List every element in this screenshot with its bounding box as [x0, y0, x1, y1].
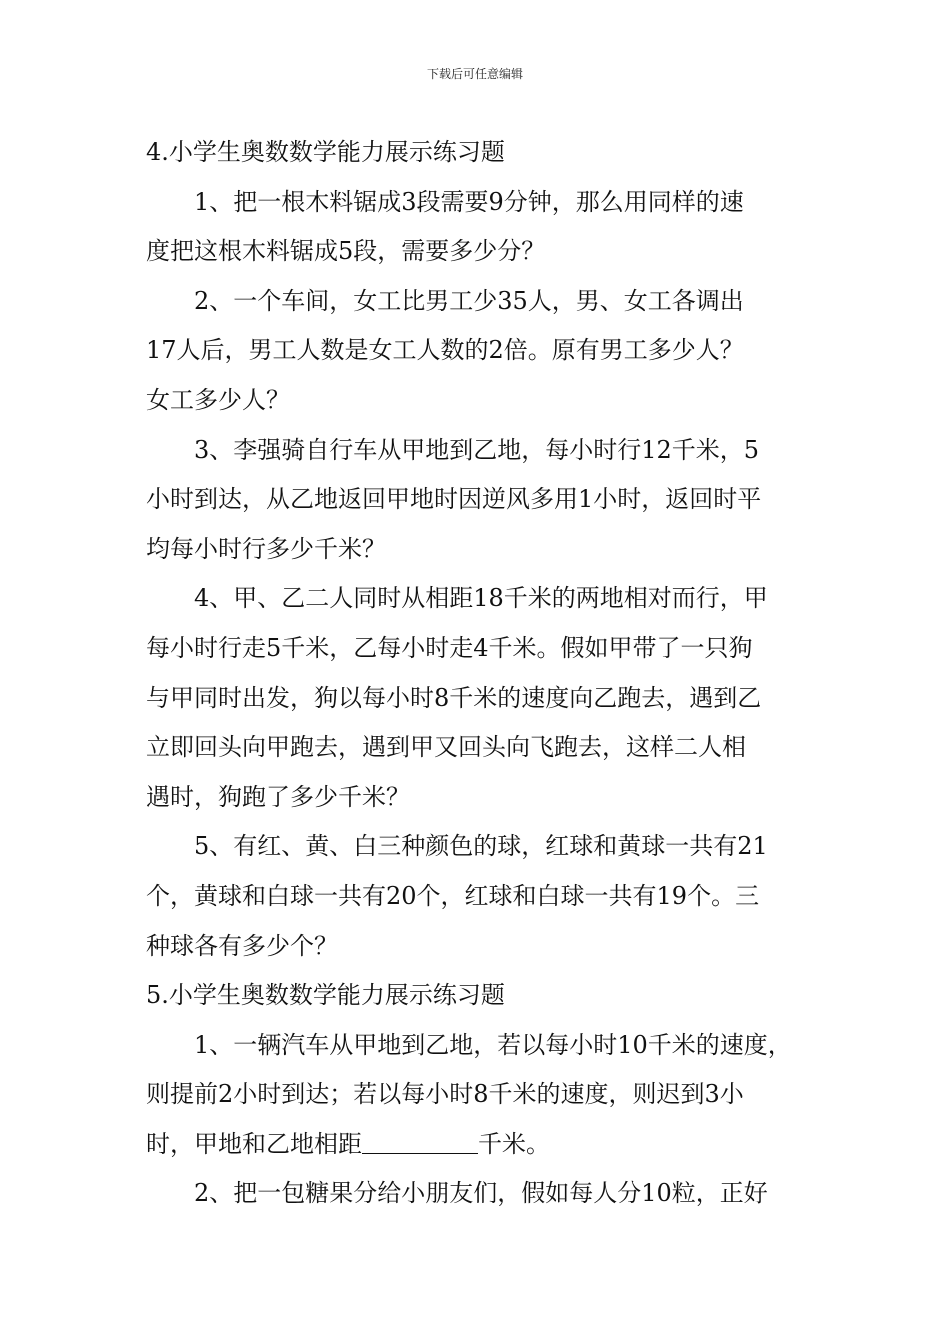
problem-4-3-line-3: 均每小时行多少千米？	[146, 534, 386, 563]
problem-4-3-line-2: 小时到达，从乙地返回甲地时因逆风多用1小时，返回时平	[146, 485, 762, 514]
blank-suffix-text: 千米。	[478, 1129, 550, 1158]
section-title-4: 4.小学生奥数数学能力展示练习题	[146, 138, 505, 166]
problem-4-5-line-2: 个，黄球和白球一共有20个，红球和白球一共有19个。三	[146, 881, 760, 910]
problem-4-4-line-4: 立即回头向甲跑去，遇到甲又回头向飞跑去，这样二人相	[146, 733, 746, 762]
answer-blank	[362, 1131, 478, 1154]
problem-4-1-line-1: 1、把一根木料锯成3段需要9分钟，那么用同样的速	[194, 187, 744, 216]
problem-4-3-line-1: 3、李强骑自行车从甲地到乙地，每小时行12千米，5	[194, 435, 760, 464]
problem-5-2-line-1: 2、把一包糖果分给小朋友们，假如每人分10粒，正好	[194, 1179, 768, 1208]
document-body	[146, 128, 810, 1219]
blank-prefix-text: 时，甲地和乙地相距	[146, 1129, 362, 1158]
section-title-5: 5.小学生奥数数学能力展示练习题	[146, 981, 505, 1010]
page-header: 下载后可任意编辑	[426, 67, 523, 81]
problem-4-5-line-1: 5、有红、黄、白三种颜色的球，红球和黄球一共有21	[194, 832, 768, 861]
problem-5-1-line-3	[146, 1120, 810, 1170]
problem-4-2-line-2: 17人后，男工人数是女工人数的2倍。原有男工多少人？	[146, 336, 744, 365]
problem-4-5-line-3: 种球各有多少个？	[146, 931, 338, 960]
problem-5-1-line-1: 1、一辆汽车从甲地到乙地，若以每小时10千米的速度，	[194, 1030, 792, 1059]
problem-4-4-line-2: 每小时行走5千米，乙每小时走4千米。假如甲带了一只狗	[146, 633, 753, 662]
problem-4-2-line-1: 2、一个车间，女工比男工少35人，男、女工各调出	[194, 286, 744, 315]
problem-5-1-line-2: 则提前2小时到达；若以每小时8千米的速度，则迟到3小	[146, 1080, 744, 1109]
problem-4-4-line-5: 遇时，狗跑了多少千米？	[146, 782, 410, 811]
problem-4-4-line-3: 与甲同时出发，狗以每小时8千米的速度向乙跑去，遇到乙	[146, 683, 762, 712]
problem-4-4-line-1: 4、甲、乙二人同时从相距18千米的两地相对而行，甲	[194, 584, 768, 613]
problem-4-2-line-3: 女工多少人？	[146, 385, 290, 414]
problem-4-1-line-2: 度把这根木料锯成5段，需要多少分？	[146, 237, 546, 266]
